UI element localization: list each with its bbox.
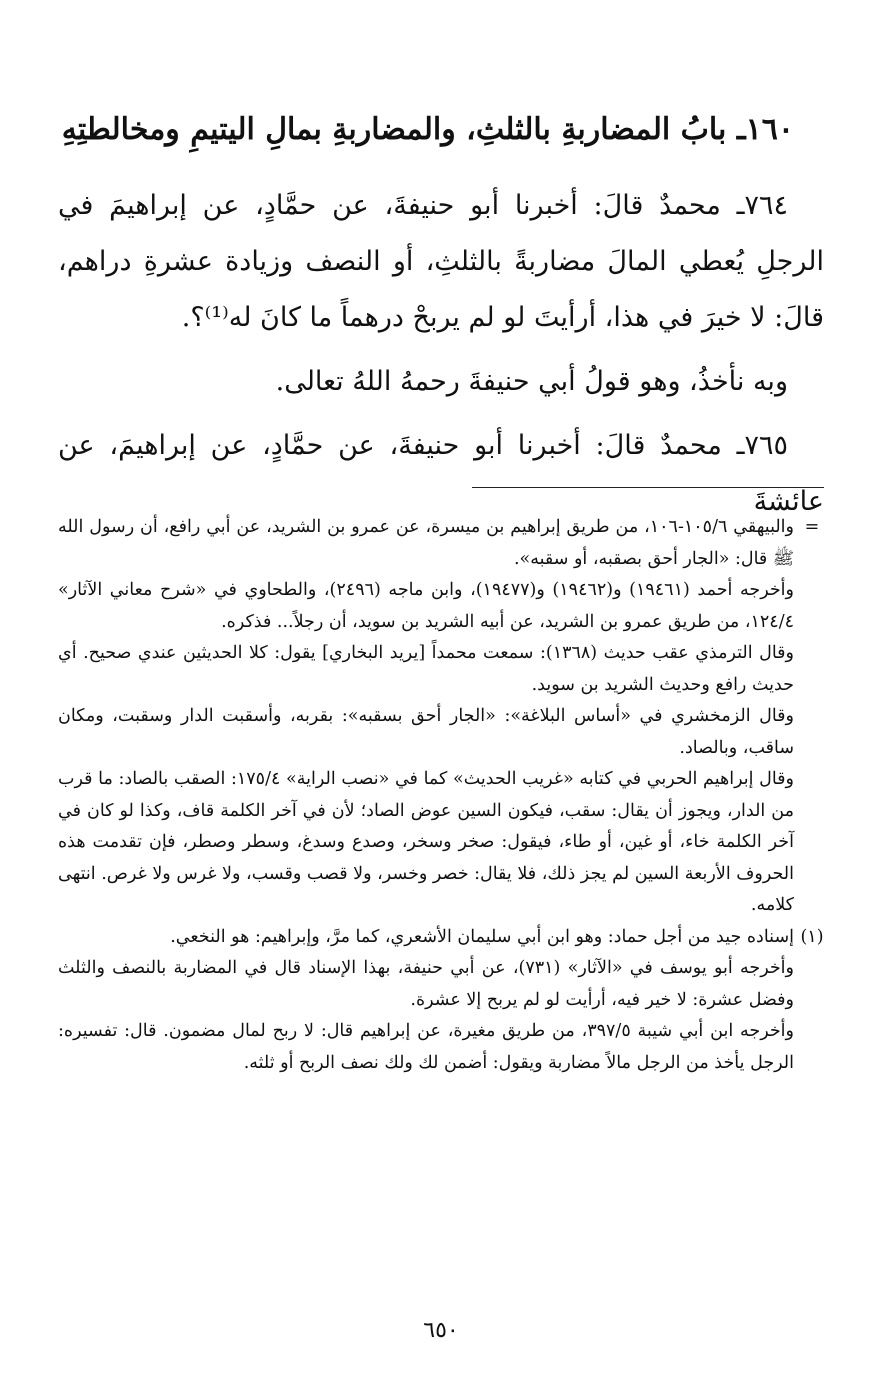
footnote-paragraph: وقال الترمذي عقب حديث (١٣٦٨): سمعت محمداً [يريد البخاري] يقول: كلا الحديثين عندي صحيح. أي حديث رافع وحديث الشريد بن سويد. bbox=[58, 643, 794, 695]
footnotes bbox=[58, 512, 824, 1079]
footnote-separator bbox=[472, 487, 824, 488]
footnote-1 bbox=[58, 922, 824, 954]
footnote-paragraph: وأخرجه أحمد (١٩٤٦١) و(١٩٤٦٢) و(١٩٤٧٧)، وابن ماجه (٢٤٩٦)، والطحاوي في «شرح معاني الآثار» ١٢٤/٤، من طريق عمرو بن الشريد، عن أبيه الشريد بن سويد، أن رجلاً... فذكره. bbox=[58, 580, 794, 632]
hadith-764: ٧٦٤ـ محمدٌ قالَ: أخبرنا أبو حنيفةَ، عن حمَّادٍ، عن إبراهيمَ في الرجلِ يُعطي المالَ مضاربةً بالثلثِ، أو النصف وزيادة عشرةِ دراهم، قالَ: لا خيرَ في هذا، أرأيتَ لو لم يربحْ درهماً ما كانَ له⁽¹⁾؟. bbox=[58, 190, 824, 333]
footnote-paragraph: وأخرجه ابن أبي شيبة ٣٩٧/٥، من طريق مغيرة، عن إبراهيم قال: لا ربح لمال مضمون. قال: تفسيره: الرجل يأخذ من الرجل مالاً مضاربة ويقول: أضمن لك ولك نصف الربح أو ثلثه. bbox=[58, 1021, 794, 1073]
main-text bbox=[58, 178, 824, 530]
continuation-marker: = bbox=[804, 517, 820, 537]
footnote-paragraph: وقال الزمخشري في «أساس البلاغة»: «الجار أحق بسقبه»: بقربه، وأسقبت الدار وسقبت، ومكان ساقب، وبالصاد. bbox=[58, 706, 794, 758]
footnote-text: إسناده جيد من أجل حماد: وهو ابن أبي سليمان الأشعري، كما مرَّ، وإبراهيم: هو النخعي. bbox=[170, 926, 794, 947]
ruling-statement: وبه نأخذُ، وهو قولُ أبي حنيفةَ رحمهُ اللهُ تعالى. bbox=[275, 366, 788, 397]
page-number: ٦٥٠ bbox=[423, 1318, 459, 1343]
footnote-continuation bbox=[58, 512, 824, 575]
footnote-text: والبيهقي ١٠٥/٦-١٠٦، من طريق إبراهيم بن ميسرة، عن عمرو بن الشريد، عن أبي رافع، أن رسول الله ﷺ قال: «الجار أحق بصقبه، أو سقبه». bbox=[58, 517, 794, 569]
footnote-paragraph: وقال إبراهيم الحربي في كتابه «غريب الحديث» كما في «نصب الراية» ١٧٥/٤: الصقب بالصاد: ما قرب من الدار، ويجوز أن يقال: سقب، فيكون السين عوض الصاد؛ لأن في آخر الكلمة قاف، وكذا لو كان في آخر الكلمة خاء، أو غين، أو طاء، فيقول: صخر وسخر، وصدع وسدغ، وسطر وصطر، فإن تقدمت هذه الحروف الأربعة السين لم يجز ذلك، فلا يقال: خصر وخسر، ولا قصب وقسب، ولا غرس ولا غرص. انتهى كلامه. bbox=[58, 769, 794, 915]
book-page bbox=[58, 0, 824, 1388]
footnote-1-marker: (١) bbox=[800, 926, 824, 947]
footnote-paragraph: وأخرجه أبو يوسف في «الآثار» (٧٣١)، عن أبي حنيفة، بهذا الإسناد قال في المضاربة بالنصف والثلث وفضل عشرة: لا خير فيه، أرأيت لو لم يربح إلا عشرة. bbox=[58, 958, 794, 1010]
hadith-765: ٧٦٥ـ محمدٌ قالَ: أخبرنا أبو حنيفةَ، عن حمَّادٍ، عن إبراهيمَ، عن عائشةَ bbox=[58, 430, 824, 517]
chapter-heading: ١٦٠ـ بابُ المضاربةِ بالثلثِ، والمضاربةِ بمالِ اليتيمِ ومخالطتِهِ bbox=[61, 112, 794, 147]
